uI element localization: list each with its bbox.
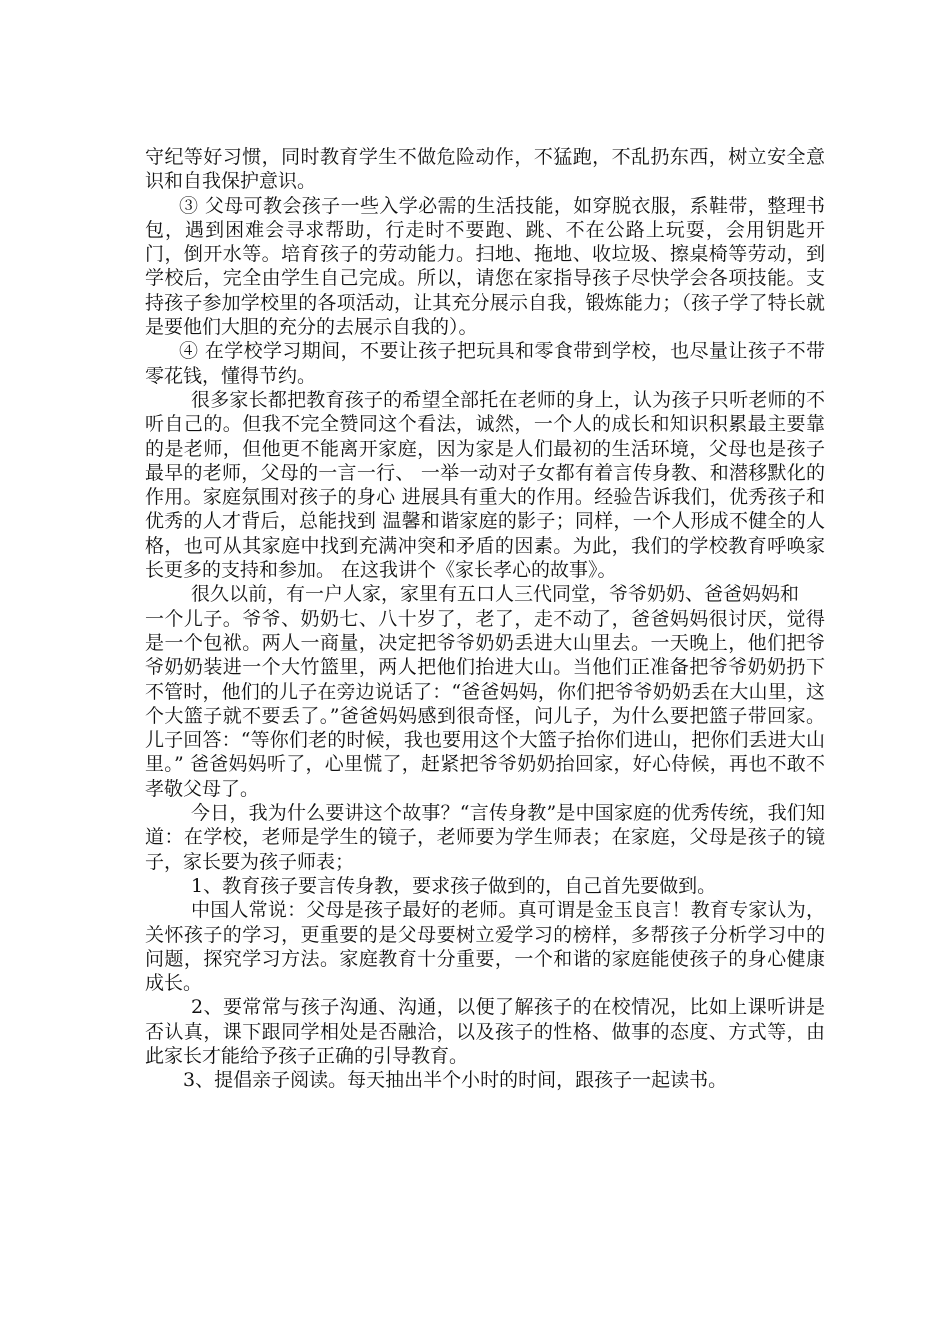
paragraph-point-one: 1、教育孩子要言传身教，要求孩子做到的，自己首先要做到。: [191, 874, 717, 897]
paragraph-parents-teachers: 中国人常说：父母是孩子最好的老师。真可谓是金玉良言！教育专家认为，关怀孩子的学习，更重要的是父母要树立爱学习的榜样，多帮孩子分析学习中的问题，探究学习方法。家庭教育十分重要，一个和谐的家庭能使孩子的身心健康成长。: [145, 899, 825, 995]
paragraph-point-three: 3、提倡亲子阅读。每天抽出半个小时的时间，跟孩子一起读书。: [183, 1069, 728, 1092]
paragraph-family-education: 很多家长都把教育孩子的希望全部托在老师的身上，认为孩子只听老师的不听自己的。但我不完全赞同这个看法，诚然，一个人的成长和知识积累最主要靠的是老师，但他更不能离开家庭，因为家是人们最初的生活环境，父母也是孩子最早的老师，父母的一言一行、 一举一动对子女都有着言传身教、和潜移默化的作用。家庭氛围对孩子的身心 进展具有重大的作用。经验告诉我们，优秀孩子和优秀的人才背后，总能找到 温馨和谐家庭的影子；同样，一个人形成不健全的人格，也可从其家庭中找到充满冲突和矛盾的因素。为此，我们的学校教育呼唤家长更多的支持和参加。 在这我讲个《家长孝心的故事》。: [145, 388, 825, 582]
paragraph-point-two: 2、要常常与孩子沟通、沟通，以便了解孩子的在校情况，比如上课听讲是否认真，课下跟同学相处是否融洽，以及孩子的性格、做事的态度、方式等，由此家长才能给予孩子正确的引导教育。: [145, 996, 825, 1067]
paragraph-safety-habits: 守纪等好习惯，同时教育学生不做危险动作，不猛跑，不乱扔东西，树立安全意识和自我保护意识。: [145, 146, 825, 193]
paragraph-life-skills: ③ 父母可教会孩子一些入学必需的生活技能，如穿脱衣服，系鞋带，整理书包，遇到困难会寻求帮助，行走时不要跑、跳、不在公路上玩耍，会用钥匙开门，倒开水等。培育孩子的劳动能力。扫地、拖地、收垃圾、擦桌椅等劳动，到学校后，完全由学生自己完成。所以，请您在家指导孩子尽快学会各项技能。支持孩子参加学校里的各项活动，让其充分展示自我，锻炼能力；（孩子学了特长就是要他们大胆的充分的去展示自我的）。: [145, 194, 825, 339]
paragraph-story-start: 很久以前，有一户人家，家里有五口人三代同堂，爷爷奶奶、爸爸妈妈和: [191, 583, 800, 606]
document-body: [145, 145, 825, 1093]
paragraph-no-toys: ④ 在学校学习期间，不要让孩子把玩具和零食带到学校，也尽量让孩子不带零花钱，懂得节约。: [145, 340, 825, 387]
paragraph-why-story: 今日，我为什么要讲这个故事？“言传身教”是中国家庭的优秀传统，我们知道：在学校，老师是学生的镜子，老师要为学生师表；在家庭，父母是孩子的镜子，家长要为孩子师表；: [145, 802, 825, 873]
paragraph-story-body: 一个儿子。爷爷、奶奶七、八十岁了，老了，走不动了，爸爸妈妈很讨厌，觉得是一个包袱。两人一商量，决定把爷爷奶奶丢进大山里去。一天晚上，他们把爷爷奶奶装进一个大竹篮里，两人把他们抬进大山。当他们正准备把爷爷奶奶扔下不管时，他们的儿子在旁边说话了：“爸爸妈妈，你们把爷爷奶奶丢在大山里，这个大篮子就不要丢了。”爸爸妈妈感到很奇怪，问儿子，为什么要把篮子带回家。儿子回答：“等你们老的时候，我也要用这个大篮子抬你们进山，把你们丢进大山里。” 爸爸妈妈听了，心里慌了，赶紧把爷爷奶奶抬回家，好心侍候，再也不敢不孝敬父母了。: [145, 607, 825, 800]
